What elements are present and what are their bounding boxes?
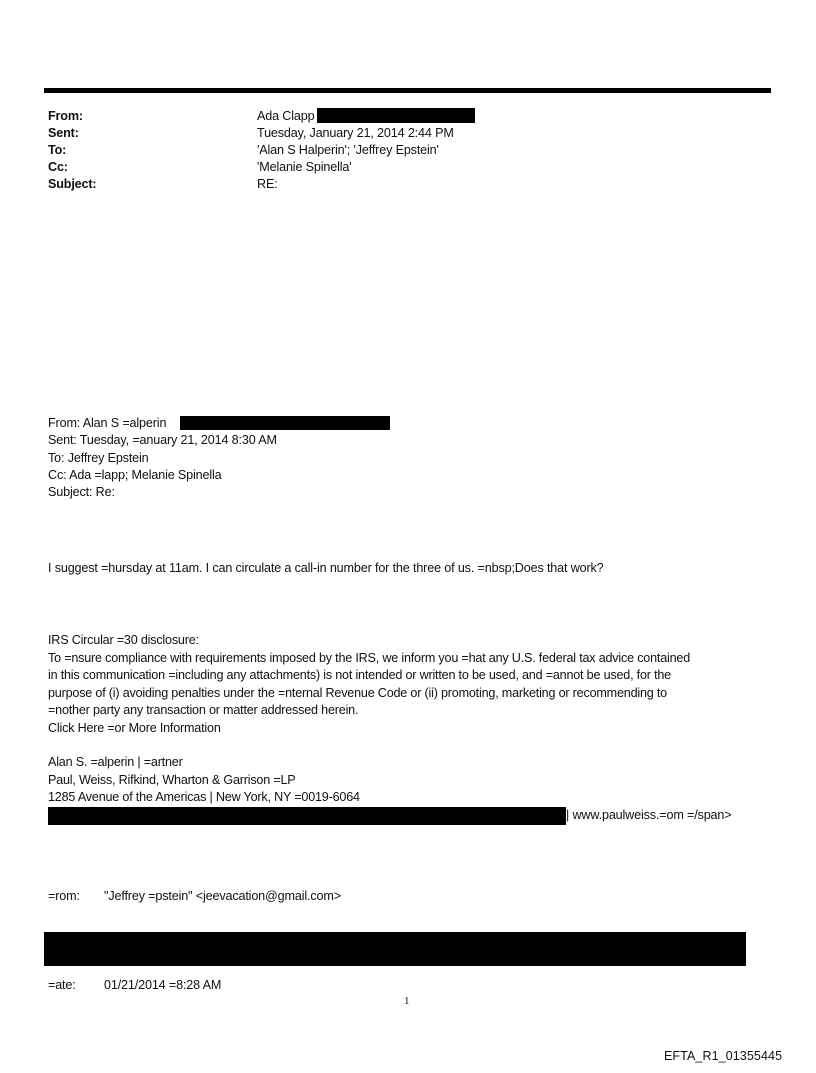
signature-web: | www.paulweiss.=om =/span> [566,808,732,822]
disclosure-line: purpose of (i) avoiding penalties under the =nternal Revenue Code or (ii) promoting, marketing or recommending to [48,685,667,700]
sent-value: Tuesday, January 21, 2014 2:44 PM [257,126,454,140]
redaction [44,932,746,966]
quoted2-from-label: =rom: [48,889,80,903]
header-rule [44,88,771,93]
quoted-to: To: Jeffrey Epstein [48,451,149,465]
from-label: From: [48,109,83,123]
quoted-cc: Cc: Ada =lapp; Melanie Spinella [48,468,222,482]
quoted2-date-label: =ate: [48,978,76,992]
disclosure-line: To =nsure compliance with requirements imposed by the IRS, we inform you =hat any U.S. federal tax advice contained [48,650,691,665]
page-number: 1 [404,995,410,1007]
subject-value: RE: [257,177,278,191]
sent-label: Sent: [48,126,79,140]
signature-firm: Paul, Weiss, Rifkind, Wharton & Garrison =LP [48,772,296,787]
signature-address: 1285 Avenue of the Americas | New York, NY =0019-6064 [48,790,360,804]
to-value: 'Alan S Halperin'; 'Jeffrey Epstein' [257,143,439,157]
from-value: Ada Clapp [257,109,315,123]
signature [48,754,778,807]
signature-name: Alan S. =alperin | =artner [48,755,183,769]
disclosure [48,632,778,737]
subject-label: Subject: [48,177,97,191]
disclosure-line: =nother party any transaction or matter addressed herein. [48,703,359,717]
cc-value: 'Melanie Spinella' [257,160,352,174]
quoted2-from-value: "Jeffrey =pstein" <jeevacation@gmail.com> [104,889,341,903]
body-text: I suggest =hursday at 11am. I can circulate a call-in number for the three of us. =nbsp;Does that work? [48,561,604,575]
redaction [180,416,390,430]
quoted-sent: Sent: Tuesday, =anuary 21, 2014 8:30 AM [48,433,277,447]
to-label: To: [48,143,67,157]
disclosure-title: IRS Circular =30 disclosure: [48,633,199,647]
cc-label: Cc: [48,160,68,174]
quoted-from: From: Alan S =alperin [48,416,167,430]
quoted-subject: Subject: Re: [48,485,115,499]
redaction [48,807,566,825]
document-id: EFTA_R1_01355445 [664,1049,783,1063]
disclosure-line: in this communication =including any attachments) is not intended or written to be used, and =annot be used, for the [48,668,671,682]
redaction [317,108,475,123]
more-info-link[interactable]: Click Here =or More Information [48,720,221,735]
quoted2-date-value: 01/21/2014 =8:28 AM [104,978,222,992]
